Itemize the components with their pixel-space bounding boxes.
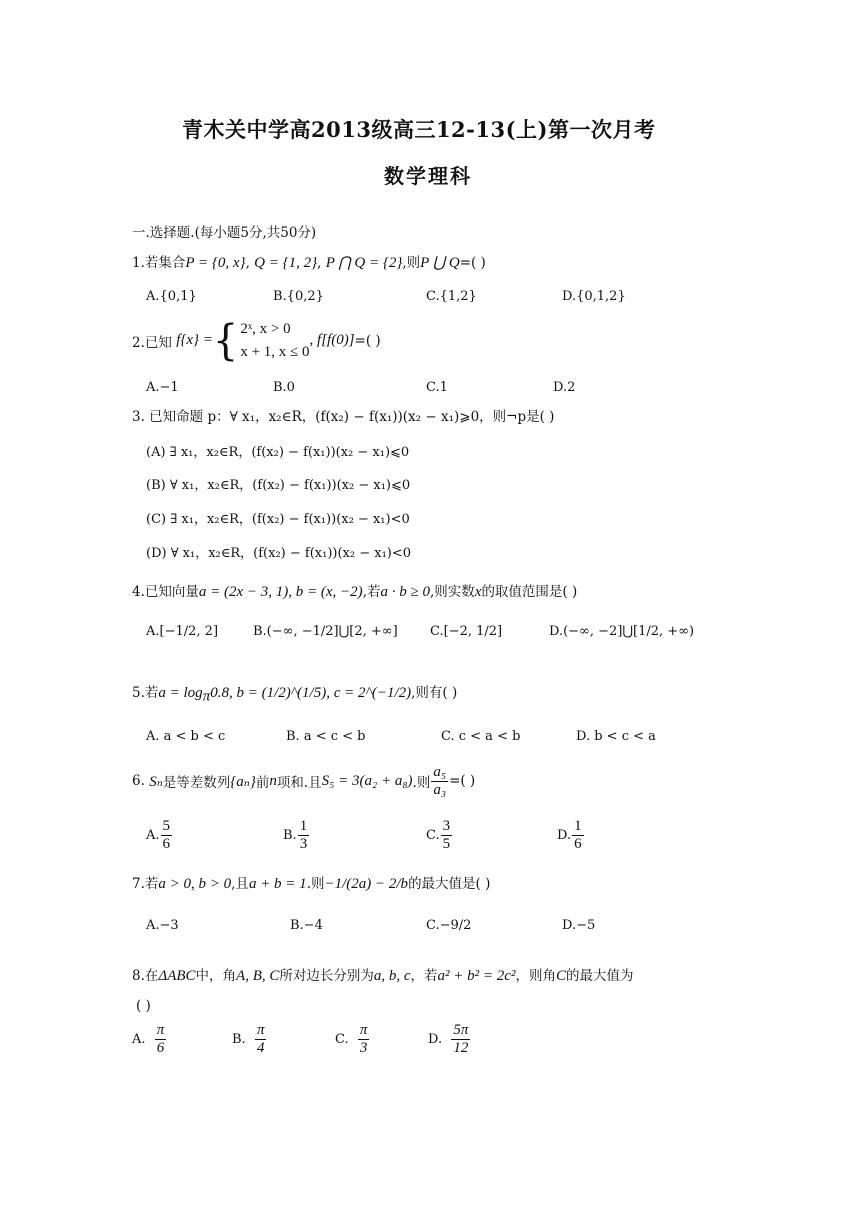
question-5-stem: 5.若$a = \log_\pi 0.8$, b = (1/2)^(1/5), c = 2^(−1/2),则有( ) [132,685,458,705]
question-6-stem: 6. Sₙ 是等差数列 {aₙ} 前 n 项和.且 S₅ = 3(a₂ + a₈) .则 $\frac{\text{a₅}}{\text{a₃}}$ =( ) [132,764,476,798]
question-2-stem: 2.已知 f{x} = { 2ˣ, x > 0 x + 1, x ≤ 0 , f[f(0)] =( ) [132,316,381,365]
section-header: 一.选择题.(每小题5分,共50分) [132,225,317,241]
question-8-option-c: C. $\frac{\pi}{3}$ [335,1022,368,1056]
question-6-option-c: C. $\frac{3}{5}$ [426,818,451,852]
question-4-option-c: C.[−2, 1/2] [430,624,503,639]
question-5-option-a: A. a < b < c [146,729,226,744]
question-6-option-d: D. $\frac{1}{6}$ [557,818,582,852]
page-subtitle: 数学理科 [384,164,472,188]
question-3-option-a: (A) ∃ x₁，x₂∈R，(f(x₂) − f(x₁))(x₂ − x₁)⩽0 [146,445,410,460]
page-title: 青木关中学高2013级高三12-13(上)第一次月考 [182,117,656,142]
question-4-option-b: B.(−∞, −1/2]⋃[2, +∞] [253,624,398,639]
question-7-option-a: A.−3 [146,918,179,933]
question-1-stem: 1.若集合P = {0, x}, Q = {1, 2}, P ⋂ Q = {2},则P ⋃ Q=( ) [132,255,486,271]
question-6-option-a: A. $\frac{5}{6}$ [146,818,171,852]
question-3-option-c: (C) ∃ x₁，x₂∈R，(f(x₂) − f(x₁))(x₂ − x₁)<0 [146,512,410,527]
question-1-option-c: C.{1,2} [426,289,477,304]
question-2-option-d: D.2 [553,380,576,395]
question-5-option-d: D. b < c < a [576,729,656,744]
question-5-option-b: B. a < c < b [286,729,366,744]
question-4-option-d: D.(−∞, −2]⋃[1/2, +∞) [549,624,695,639]
question-3-option-b: (B) ∀ x₁，x₂∈R，(f(x₂) − f(x₁))(x₂ − x₁)⩽0 [146,478,411,493]
question-7-option-b: B.−4 [290,918,323,933]
question-2-option-a: A.−1 [146,380,179,395]
question-5-option-c: C. c < a < b [441,729,521,744]
question-1-option-a: A.{0,1} [146,289,197,304]
ratio-fraction: $\frac{\text{a₅}}{\text{a₃}}$ [433,764,447,798]
question-8-stem: 8.在ΔABC中，角A, B, C所对边长分别为a, b, c，若a² + b² = 2c²，则角C的最大值为 [132,968,634,984]
question-4-stem: 4.已知向量a = (2x − 3, 1), b = (x, −2),若a · b ≥ 0,则实数x的取值范围是( ) [132,584,578,600]
question-3-stem: 3. 已知命题 p：∀ x₁，x₂∈R，(f(x₂) − f(x₁))(x₂ − x₁)⩾0，则¬p是( ) [132,409,555,425]
question-6-option-b: B. $\frac{1}{3}$ [283,818,308,852]
question-4-option-a: A.[−1/2, 2] [146,624,219,639]
question-2-option-c: C.1 [426,380,448,395]
piecewise-function: { 2ˣ, x > 0 x + 1, x ≤ 0 [212,316,310,365]
question-8-option-d: D. $\frac{5\pi}{12}$ [428,1022,469,1056]
question-1-option-d: D.{0,1,2} [562,289,626,304]
question-1-option-b: B.{0,2} [273,289,324,304]
question-2-option-b: B.0 [273,380,295,395]
question-8-option-a: A. $\frac{\pi}{6}$ [132,1022,165,1056]
question-8-option-b: B. $\frac{\pi}{4}$ [232,1022,265,1056]
question-3-option-d: (D) ∀ x₁，x₂∈R，(f(x₂) − f(x₁))(x₂ − x₁)<0 [146,546,412,561]
question-7-stem: 7.若a > 0, b > 0,且a + b = 1.则−1/(2a) − 2/b的最大值是( ) [132,876,491,892]
question-7-option-c: C.−9/2 [426,918,472,933]
question-7-option-d: D.−5 [562,918,596,933]
question-8-paren: ( ) [136,998,151,1014]
